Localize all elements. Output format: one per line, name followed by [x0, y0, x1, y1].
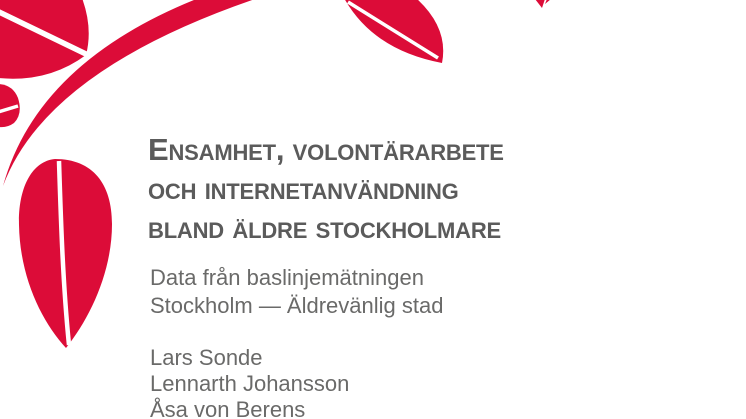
leaf-left-edge-icon [0, 84, 20, 127]
leaf-large-icon [19, 159, 112, 348]
author-name: Lars Sonde [150, 345, 263, 370]
subtitle-line: Stockholm — Äldrevänlig stad [150, 293, 444, 318]
title-line: bland äldre stockholmare [148, 210, 502, 245]
title-line: Ensamhet, volontärarbete [148, 132, 504, 167]
author-name: Lennarth Johansson [150, 371, 350, 396]
author-name: Åsa von Berens [150, 397, 306, 419]
subtitle-line: Data från baslinjemätningen [150, 265, 424, 290]
leaf-top-left-icon [0, 0, 89, 79]
leaf-tip-icon [535, 0, 551, 8]
report-title [148, 130, 504, 247]
title-line: och internetanvändning [148, 171, 459, 206]
leaf-upper-icon [344, 0, 443, 63]
author-list [150, 345, 349, 419]
report-subtitle [150, 264, 443, 320]
